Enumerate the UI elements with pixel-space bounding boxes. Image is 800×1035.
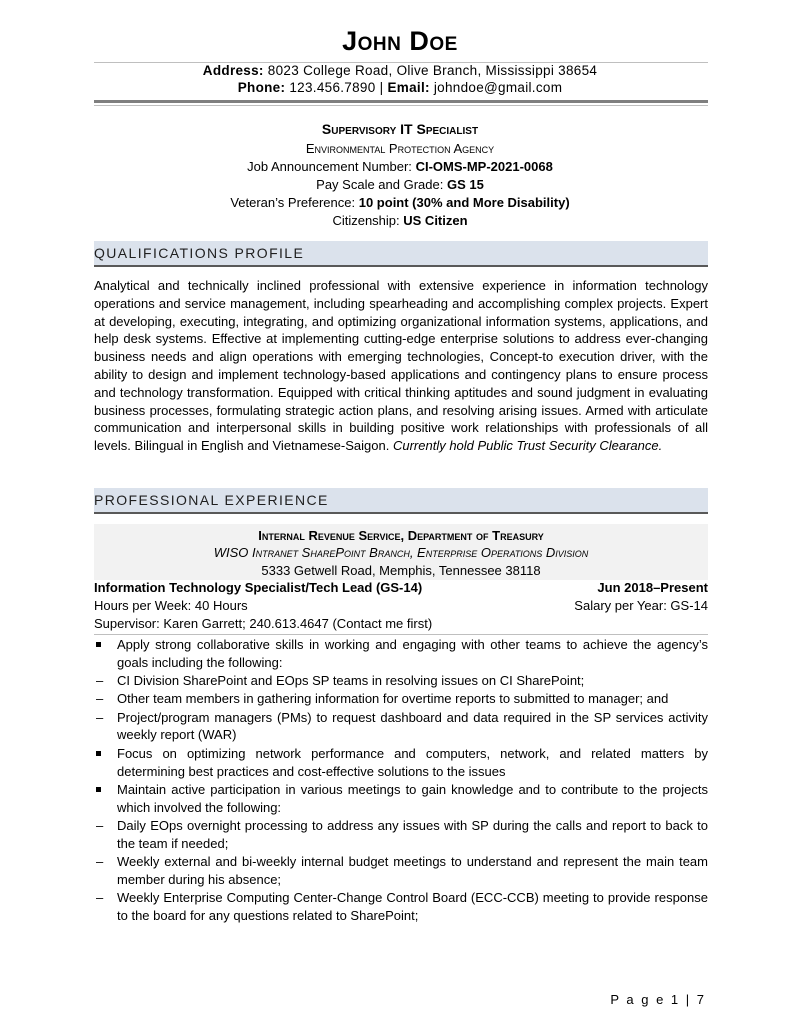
- duty-sub-bullet: [94, 853, 708, 889]
- duty-sub-bullet: [94, 690, 708, 708]
- candidate-name: John Doe: [342, 26, 458, 56]
- header-divider-bottom: [94, 105, 708, 106]
- duty-sub-bullet: [94, 889, 708, 925]
- job-salary: Salary per Year: GS-14: [574, 598, 708, 613]
- qualifications-section-header: [94, 241, 708, 267]
- announcement-label: Job Announcement Number:: [247, 159, 412, 174]
- grade-value: GS 15: [446, 177, 484, 192]
- email-value: johndoe@gmail.com: [433, 80, 563, 95]
- employer-name: Internal Revenue Service, Department of Treasury: [258, 528, 544, 543]
- grade-line: [0, 177, 800, 192]
- contact-line: [0, 80, 800, 95]
- phone-value: 123.456.7890: [289, 80, 376, 95]
- dash-bullet-icon: –: [96, 673, 104, 689]
- experience-heading: PROFESSIONAL EXPERIENCE: [94, 492, 329, 508]
- duty-text: Daily EOps overnight processing to address any issues with SP during the calls and report to back to the team if needed;: [117, 817, 708, 851]
- square-bullet-icon: [96, 745, 108, 763]
- veteran-label: Veteran’s Preference:: [230, 195, 356, 210]
- qualifications-text: Analytical and technically inclined professional with extensive experience in information technology operations and service management, including spearheading and accomplishing complex projects. Expert at developing, executing, integrating, and optimizing organizational information systems, applications, and help desk systems. Effective at implementing cutting-edge enterprise solutions to address ever-changing business needs and align operations with emerging technologies, Concept-to execution driver, with the ability to design and implement technology-based applications and contingency plans to ensure process and technology transformation. Equipped with critical thinking aptitudes and sound judgment in evaluating business processes, formulating strategic action plans, and resolving arising issues. Armed with articulate communication and interpersonal skills in building positive work relationships with professionals of all levels. Bilingual in English and Vietnamese-Saigon.: [94, 278, 708, 454]
- duty-text: Weekly external and bi-weekly internal budget meetings to understand and represent the main team member during his absence;: [117, 854, 708, 887]
- job-hours: Hours per Week: 40 Hours: [94, 598, 248, 613]
- qualifications-clearance: Currently hold Public Trust Security Clearance.: [392, 438, 663, 454]
- duties-list: [94, 636, 708, 925]
- employer-location: 5333 Getwell Road, Memphis, Tennessee 38118: [261, 563, 541, 578]
- dash-bullet-icon: –: [96, 854, 104, 870]
- grade-label: Pay Scale and Grade:: [316, 177, 444, 192]
- announcement-line: [0, 159, 800, 174]
- agency-line: [0, 141, 800, 156]
- position-title-line: [0, 121, 800, 137]
- duty-text: Weekly Enterprise Computing Center-Change Control Board (ECC-CCB) meeting to provide response to the board for any questions related to SharePoint;: [117, 890, 708, 923]
- job-title: Information Technology Specialist/Tech Lead (GS-14): [94, 580, 423, 595]
- job-dates: Jun 2018–Present: [597, 580, 708, 595]
- qualifications-heading: QUALIFICATIONS PROFILE: [94, 245, 305, 261]
- division-name: WISO Intranet SharePoint Branch, Enterprise Operations Division: [213, 545, 589, 560]
- contact-separator: |: [379, 80, 384, 95]
- dash-bullet-icon: –: [96, 817, 104, 833]
- location-line: [94, 563, 708, 578]
- duty-sub-bullet: [94, 817, 708, 853]
- duty-bullet: [94, 636, 708, 672]
- announcement-value: CI-OMS-MP-2021-0068: [415, 159, 553, 174]
- job-details-divider: [94, 634, 708, 635]
- division-line: [94, 545, 708, 560]
- duty-sub-bullet: [94, 709, 708, 745]
- address-value: 8023 College Road, Olive Branch, Mississippi 38654: [267, 63, 598, 78]
- square-bullet-icon: [96, 636, 108, 654]
- employer-block: [94, 524, 708, 580]
- job-title-row: [94, 580, 708, 598]
- job-hours-row: [94, 598, 708, 616]
- veteran-value: 10 point (30% and More Disability): [358, 195, 570, 210]
- citizenship-line: [0, 213, 800, 228]
- address-label: Address:: [202, 63, 264, 78]
- duty-sub-bullet: [94, 672, 708, 690]
- duty-bullet: [94, 781, 708, 817]
- duty-text: Project/program managers (PMs) to request dashboard and data required in the SP services activity weekly report (WAR): [117, 709, 708, 743]
- square-bullet-icon: [96, 781, 108, 799]
- citizenship-label: Citizenship:: [332, 213, 400, 228]
- email-label: Email:: [387, 80, 430, 95]
- job-supervisor: Supervisor: Karen Garrett; 240.613.4647 (Contact me first): [94, 616, 433, 631]
- address-line: [0, 63, 800, 78]
- header-divider-thick: [94, 100, 708, 103]
- duty-bullet: [94, 745, 708, 781]
- employer-line: [94, 528, 708, 543]
- duty-text: CI Division SharePoint and EOps SP teams in resolving issues on CI SharePoint;: [117, 673, 585, 689]
- supervisor-row: [94, 616, 708, 634]
- dash-bullet-icon: –: [96, 890, 104, 906]
- veteran-line: [0, 195, 800, 210]
- experience-section-header: [94, 488, 708, 514]
- duty-text: Maintain active participation in various meetings to gain knowledge and to contribute to the projects which involved the following:: [117, 781, 708, 815]
- duty-text: Focus on optimizing network performance and computers, network, and related matters by determining best practices and cost-effective solutions to the issues: [117, 745, 708, 779]
- dash-bullet-icon: –: [96, 709, 104, 725]
- duty-text: Other team members in gathering information for overtime reports to submitted to manager; and: [117, 691, 669, 707]
- duty-text: Apply strong collaborative skills in working and engaging with other teams to achieve the agency’s goals including the following:: [117, 637, 708, 670]
- phone-label: Phone:: [237, 80, 286, 95]
- dash-bullet-icon: –: [96, 691, 104, 707]
- position-title: Supervisory IT Specialist: [321, 121, 479, 137]
- citizenship-value: US Citizen: [403, 213, 468, 228]
- page-number: P a g e 1 | 7: [610, 992, 706, 1007]
- agency-name: Environmental Protection Agency: [305, 141, 495, 156]
- qualifications-paragraph: [94, 277, 708, 455]
